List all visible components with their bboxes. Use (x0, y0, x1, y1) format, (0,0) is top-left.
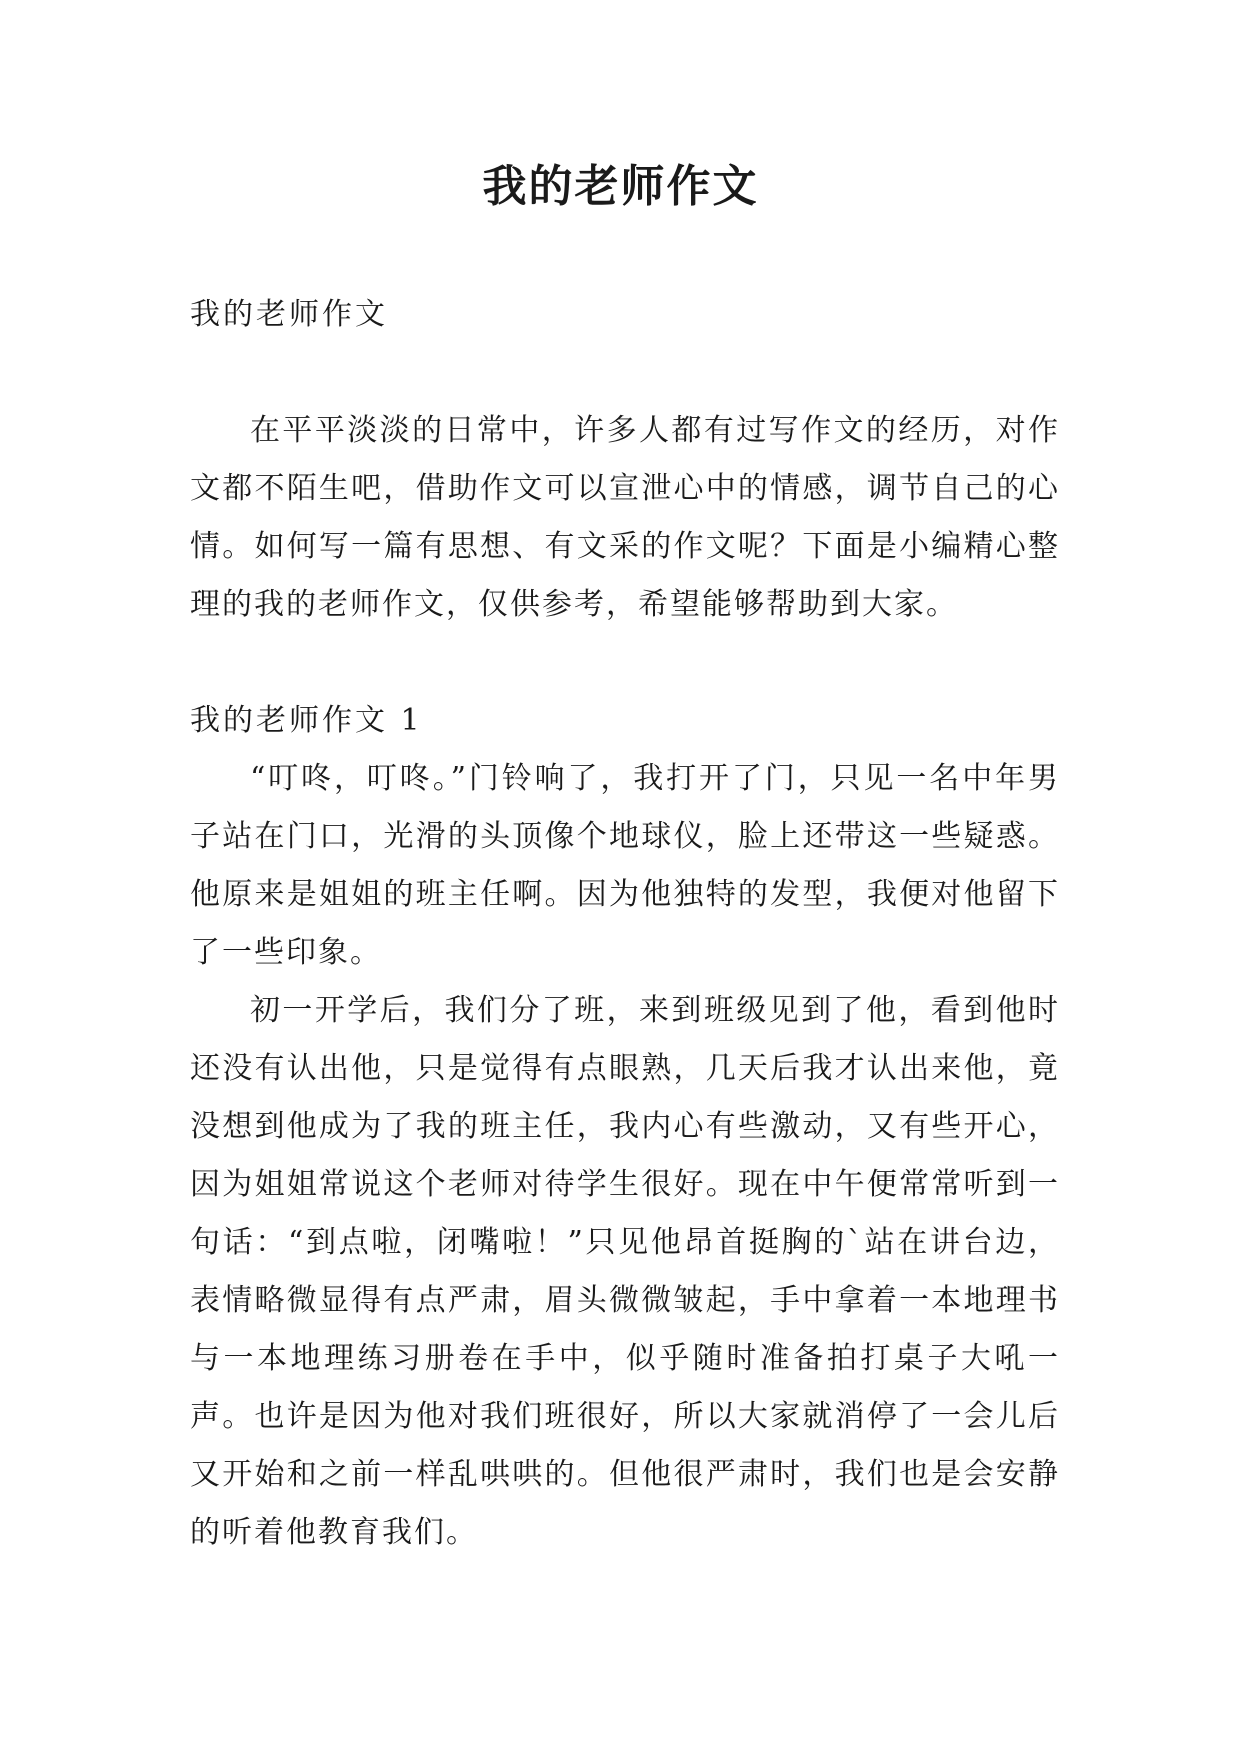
body-paragraph: “叮咚，叮咚。”门铃响了，我打开了门，只见一名中年男子站在门口，光滑的头顶像个地球仪，脸上还带这一些疑惑。他原来是姐姐的班主任啊。因为他独特的发型，我便对他留下了一些印象。 (190, 761, 1060, 970)
document-title: 我的老师作文 (482, 161, 759, 212)
spacer (190, 634, 1060, 692)
intro-paragraph: 在平平淡淡的日常中，许多人都有过写作文的经历，对作文都不陌生吧，借助作文可以宣泄心中的情感，调节自己的心情。如何写一篇有思想、有文采的作文呢？下面是小编精心整理的我的老师作文，仅供参考，希望能够帮助到大家。 (190, 413, 1060, 622)
spacer (190, 344, 1060, 402)
document-body (190, 286, 1060, 1562)
section-heading: 我的老师作文 1 (190, 703, 423, 738)
body-paragraph: 初一开学后，我们分了班，来到班级见到了他，看到他时还没有认出他，只是觉得有点眼熟，几天后我才认出来他，竟没想到他成为了我的班主任，我内心有些激动，又有些开心，因为姐姐常说这个老师对待学生很好。现在中午便常常听到一句话：“到点啦，闭嘴啦！”只见他昂首挺胸的`站在讲台边，表情略微显得有点严肃，眉头微微皱起，手中拿着一本地理书与一本地理练习册卷在手中，似乎随时准备拍打桌子大吼一声。也许是因为他对我们班很好，所以大家就消停了一会儿后又开始和之前一样乱哄哄的。但他很严肃时，我们也是会安静的听着他教育我们。 (190, 993, 1060, 1550)
document-subtitle: 我的老师作文 (190, 297, 388, 332)
